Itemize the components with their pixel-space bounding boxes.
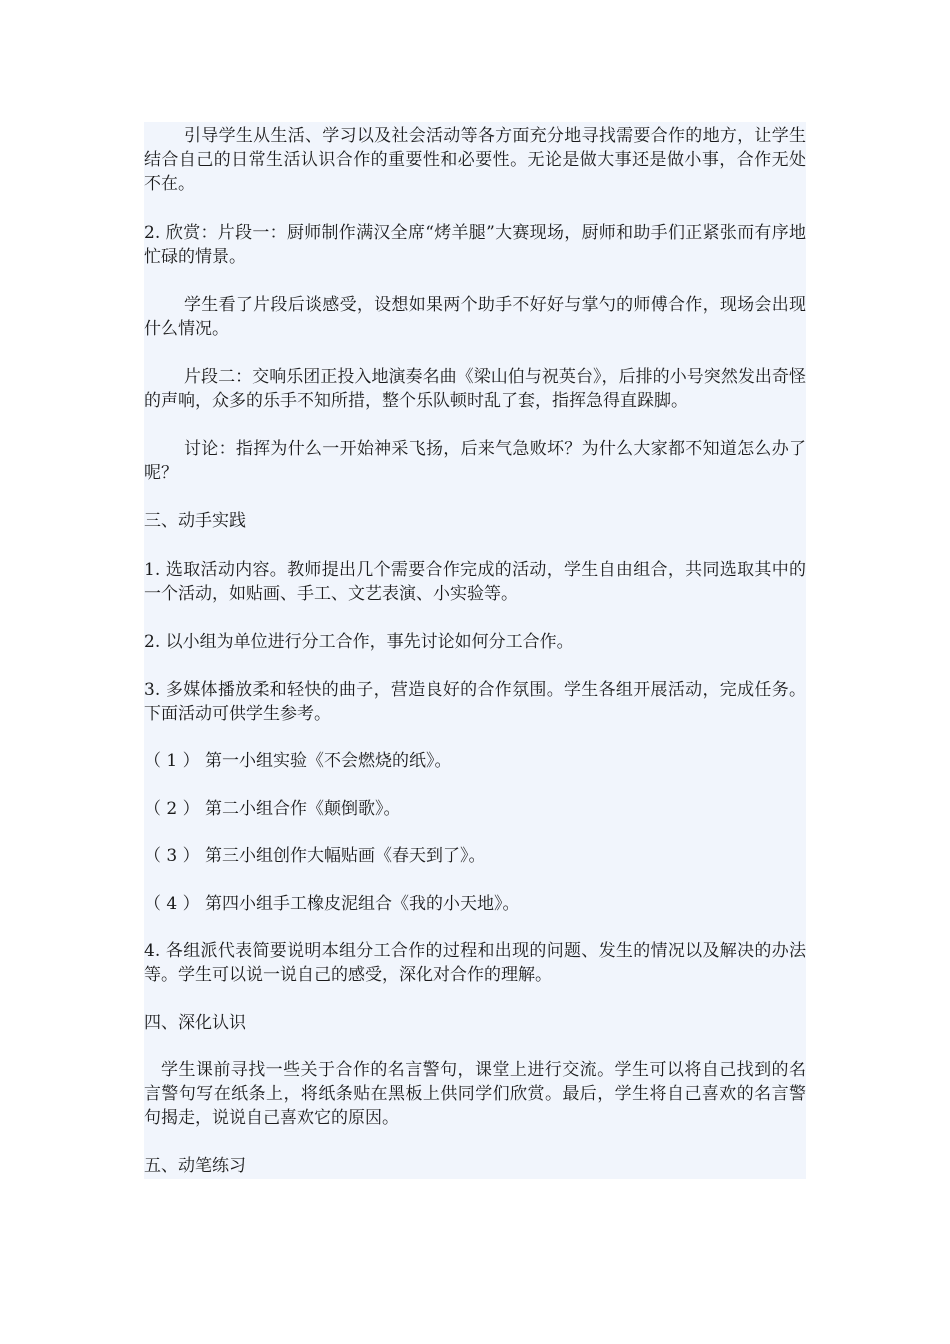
section-heading-writing: 五、动笔练习 [144, 1156, 246, 1176]
paragraph-intro: 引导学生从生活、学习以及社会活动等各方面充分地寻找需要合作的地方，让学生结合自己的日常生活认识合作的重要性和必要性。无论是做大事还是做小事，合作无处不在。 [144, 126, 806, 194]
list-item-activity-3: （ 3 ） 第三小组创作大幅贴画《春天到了》。 [144, 846, 486, 866]
document-body [144, 122, 806, 1179]
paragraph-quotes: 学生课前寻找一些关于合作的名言警句，课堂上进行交流。学生可以将自己找到的名言警句写在纸条上，将纸条贴在黑板上供同学们欣赏。最后，学生将自己喜欢的名言警句揭走，说说自己喜欢它的原因。 [144, 1060, 806, 1128]
paragraph-step-1: 1. 选取活动内容。教师提出几个需要合作完成的活动，学生自由组合，共同选取其中的一个活动，如贴画、手工、文艺表演、小实验等。 [144, 560, 806, 604]
section-heading-practice: 三、动手实践 [144, 511, 246, 531]
paragraph-discussion: 讨论：指挥为什么一开始神采飞扬，后来气急败坏？为什么大家都不知道怎么办了呢？ [144, 439, 806, 483]
list-item-activity-1: （ 1 ） 第一小组实验《不会燃烧的纸》。 [144, 751, 452, 771]
paragraph-appreciate-1: 2. 欣赏：片段一：厨师制作满汉全席“烤羊腿”大赛现场，厨师和助手们正紧张而有序地忙碌的情景。 [144, 223, 806, 267]
list-item-activity-2: （ 2 ） 第二小组合作《颠倒歌》。 [144, 799, 401, 819]
list-item-activity-4: （ 4 ） 第四小组手工橡皮泥组合《我的小天地》。 [144, 894, 520, 914]
section-heading-deepen: 四、深化认识 [144, 1013, 246, 1033]
paragraph-step-2: 2. 以小组为单位进行分工合作，事先讨论如何分工合作。 [144, 632, 574, 652]
paragraph-step-3: 3. 多媒体播放柔和轻快的曲子，营造良好的合作氛围。学生各组开展活动，完成任务。下面活动可供学生参考。 [144, 680, 806, 724]
paragraph-step-4: 4. 各组派代表简要说明本组分工合作的过程和出现的问题、发生的情况以及解决的办法等。学生可以说一说自己的感受，深化对合作的理解。 [144, 941, 806, 985]
paragraph-student-reflect: 学生看了片段后谈感受，设想如果两个助手不好好与掌勺的师傅合作，现场会出现什么情况。 [144, 295, 806, 339]
paragraph-appreciate-2: 片段二：交响乐团正投入地演奏名曲《梁山伯与祝英台》，后排的小号突然发出奇怪的声响，众多的乐手不知所措，整个乐队顿时乱了套，指挥急得直跺脚。 [144, 367, 806, 411]
